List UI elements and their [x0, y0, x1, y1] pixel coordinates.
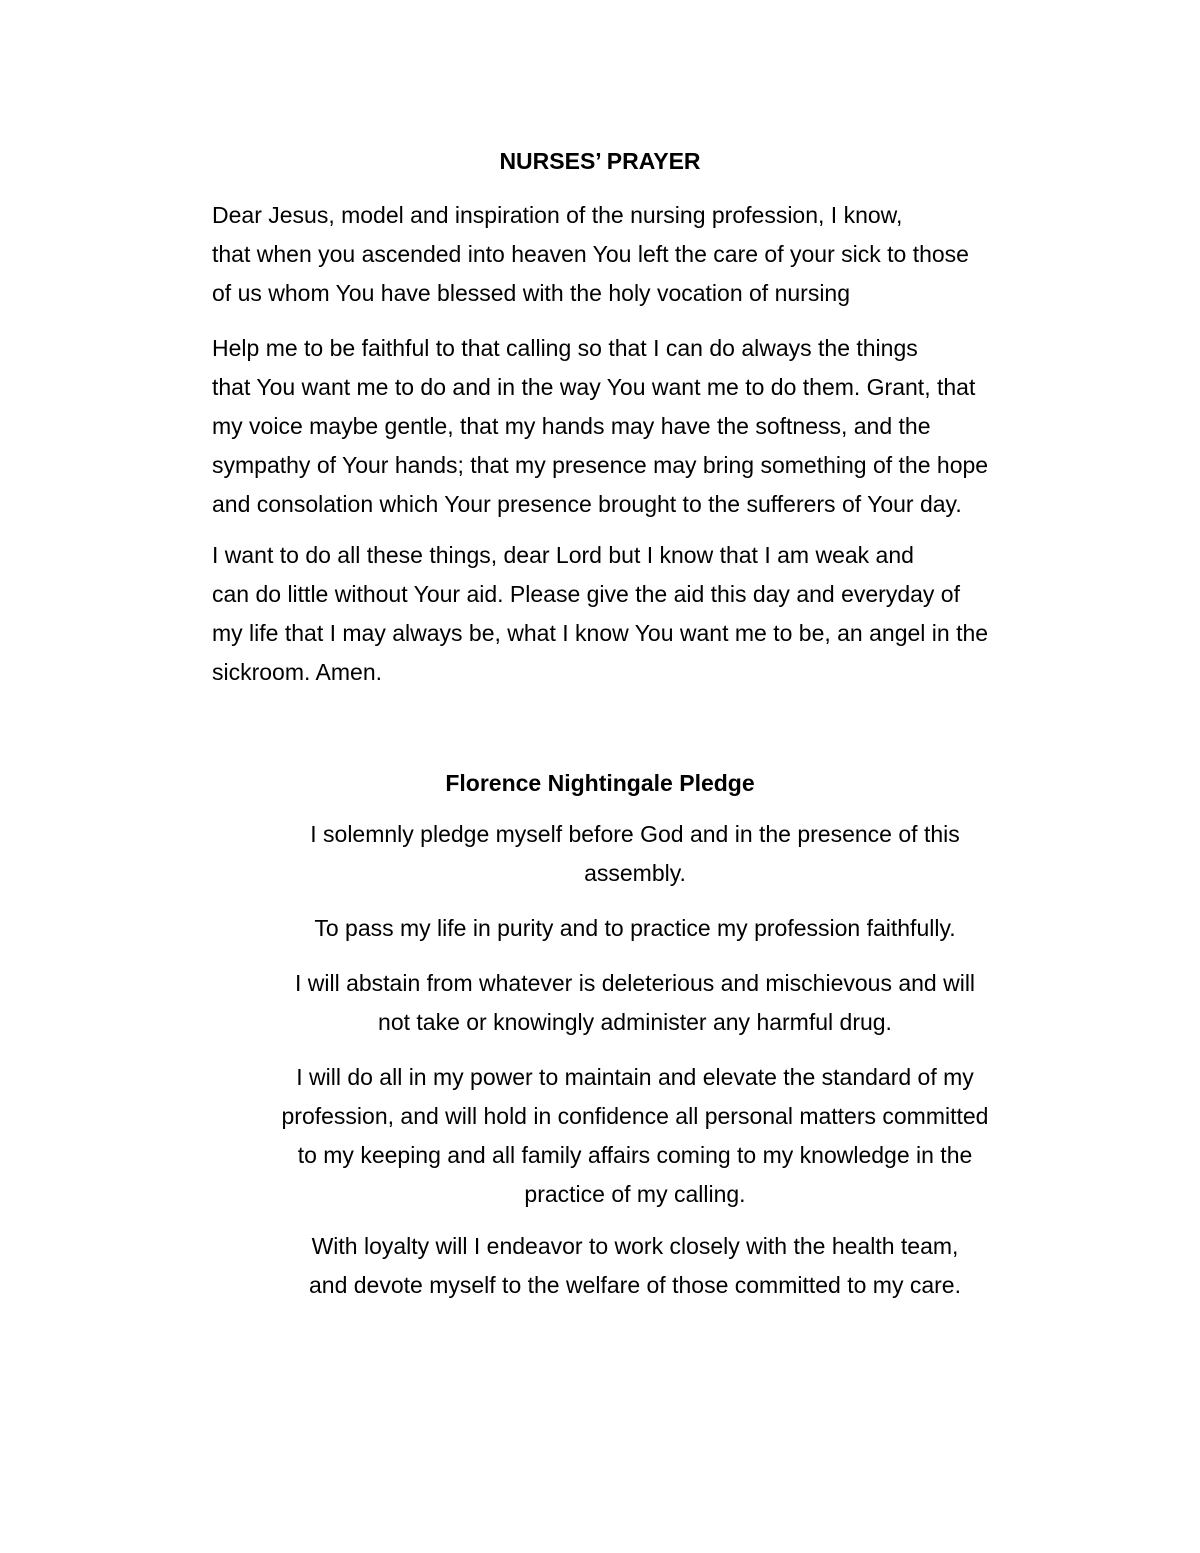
pledge-line: profession, and will hold in confidence all personal matters committed: [281, 1103, 989, 1129]
prayer-body: [140, 196, 1070, 313]
pledge-paragraph: [150, 964, 1120, 1042]
prayer-paragraph: [140, 329, 1070, 524]
prayer-body: [140, 329, 1070, 524]
pledge-paragraph: [150, 1227, 1120, 1305]
prayer-body: [140, 536, 1070, 692]
prayer-line: I want to do all these things, dear Lord but I know that I am weak and: [212, 542, 914, 568]
prayer-line: Dear Jesus, model and inspiration of the nursing profession, I know,: [212, 202, 903, 228]
prayer-paragraph: [140, 196, 1070, 313]
pledge-line: practice of my calling.: [524, 1181, 746, 1207]
pledge-line: assembly.: [584, 860, 686, 886]
pledge-line: I will do all in my power to maintain and elevate the standard of my: [296, 1064, 974, 1090]
pledge-paragraph: [150, 815, 1120, 893]
prayer-line: and consolation which Your presence brought to the sufferers of Your day.: [212, 491, 962, 517]
pledge-line: to my keeping and all family affairs coming to my knowledge in the: [297, 1142, 973, 1168]
pledge-line: I solemnly pledge myself before God and in the presence of this: [310, 821, 960, 847]
pledge-line: and devote myself to the welfare of those committed to my care.: [309, 1272, 961, 1298]
pledge-paragraph: [150, 1058, 1120, 1214]
pledge-line: With loyalty will I endeavor to work closely with the health team,: [311, 1233, 959, 1259]
pledge-line: I will abstain from whatever is deleterious and mischievous and will: [294, 970, 976, 996]
prayer-line: Help me to be faithful to that calling so that I can do always the things: [212, 335, 918, 361]
prayer-title: NURSES’ PRAYER: [499, 148, 701, 174]
prayer-line: sickroom. Amen.: [212, 659, 382, 685]
prayer-line: my voice maybe gentle, that my hands may have the softness, and the: [212, 413, 931, 439]
pledge-line: not take or knowingly administer any harmful drug.: [378, 1009, 892, 1035]
prayer-line: can do little without Your aid. Please give the aid this day and everyday of: [212, 581, 960, 607]
prayer-line: that when you ascended into heaven You left the care of your sick to those: [212, 241, 969, 267]
prayer-line: of us whom You have blessed with the holy vocation of nursing: [212, 280, 851, 306]
prayer-line: that You want me to do and in the way You want me to do them. Grant, that: [212, 374, 976, 400]
prayer-line: sympathy of Your hands; that my presence may bring something of the hope: [212, 452, 989, 478]
pledge-line: To pass my life in purity and to practice my profession faithfully.: [314, 915, 956, 941]
pledge-paragraph: [150, 909, 1120, 948]
pledge-title: Florence Nightingale Pledge: [445, 770, 755, 796]
prayer-paragraph: [140, 536, 1070, 692]
prayer-line: my life that I may always be, what I know You want me to be, an angel in the: [212, 620, 989, 646]
